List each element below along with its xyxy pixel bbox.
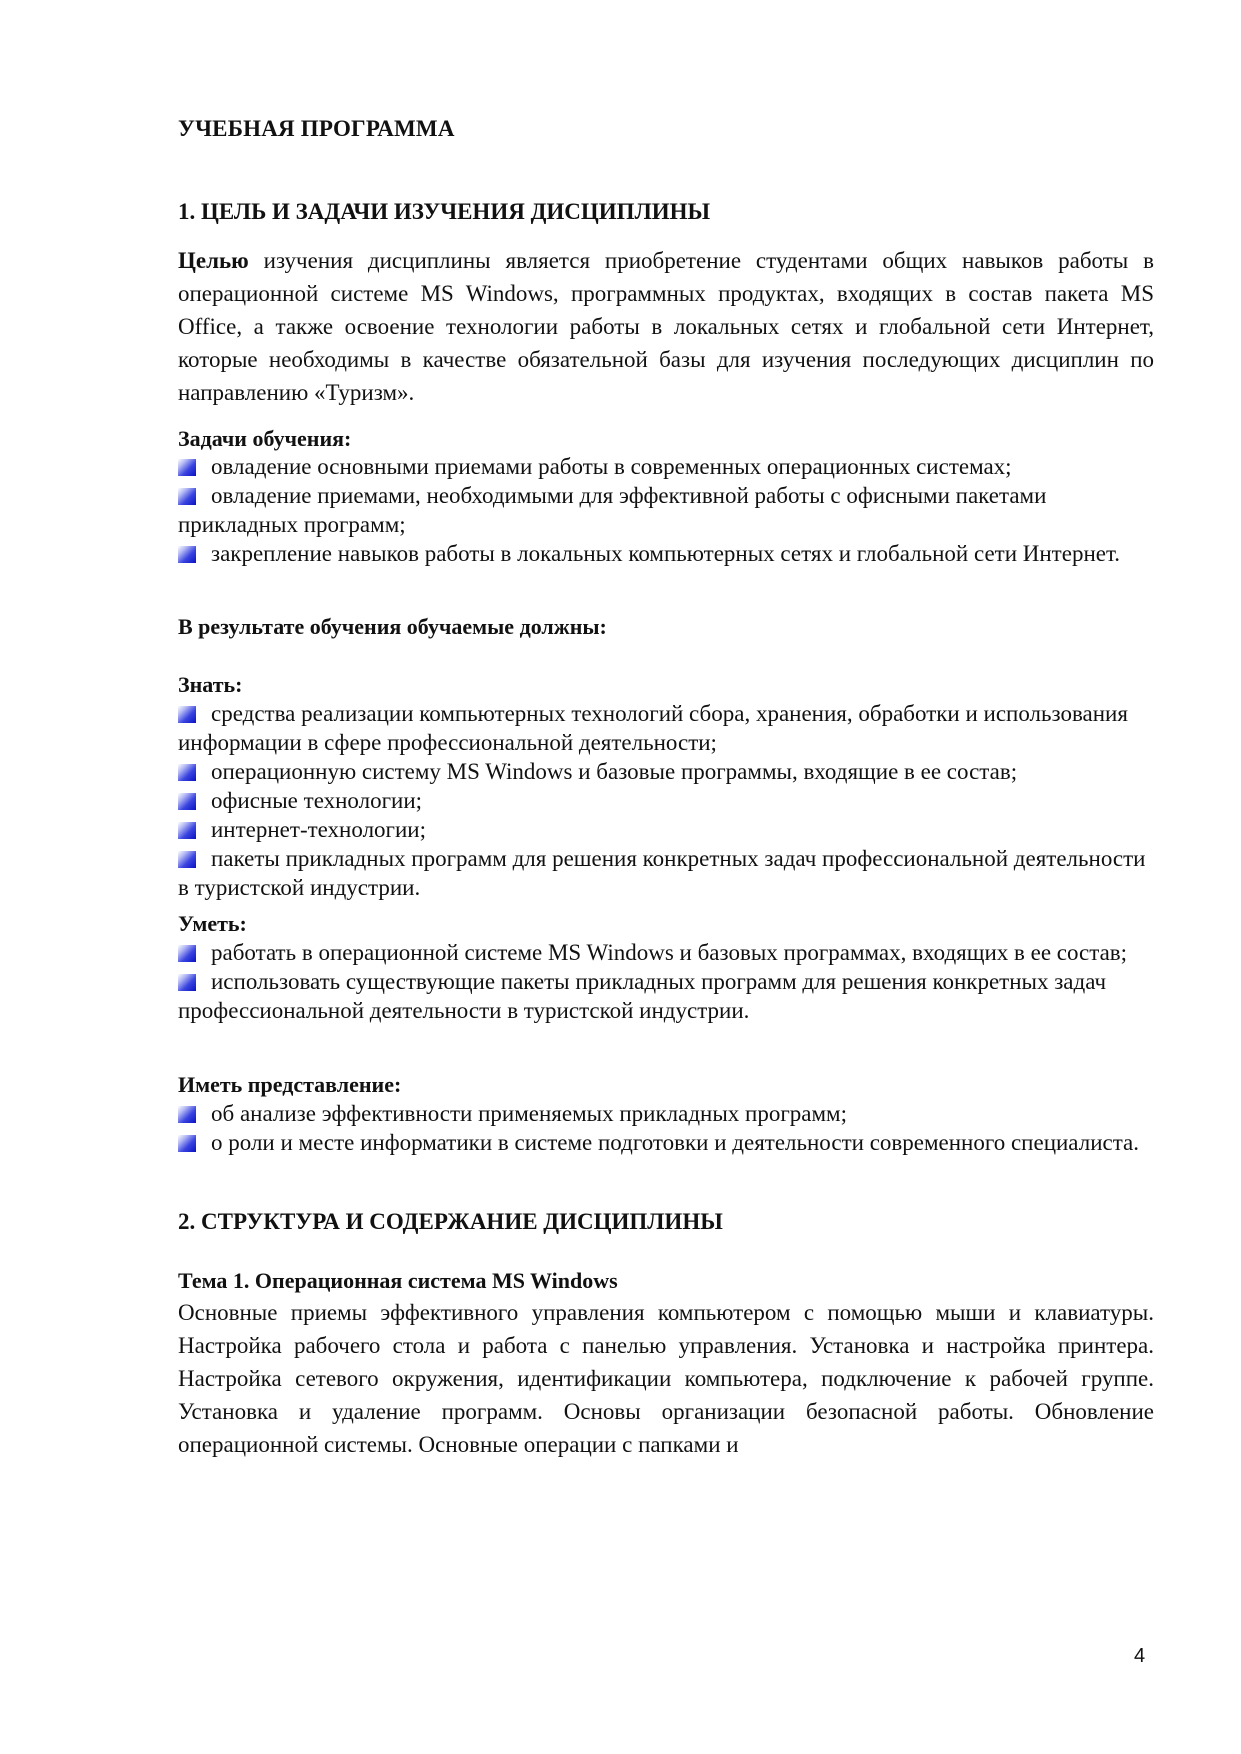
document-title: УЧЕБНАЯ ПРОГРАММА: [178, 116, 455, 141]
square-bullet-icon: [178, 851, 196, 868]
tasks-list: [178, 452, 1154, 568]
square-bullet-icon: [178, 1135, 196, 1152]
list-item: овладение основными приемами работы в современных операционных системах;: [178, 452, 1154, 481]
topic-1-heading: Тема 1. Операционная система MS Windows: [178, 1268, 618, 1293]
list-item: пакеты прикладных программ для решения конкретных задач профессиональной деятельности в туристской индустрии.: [178, 846, 1146, 900]
square-bullet-icon: [178, 945, 196, 962]
tasks-heading: Задачи обучения:: [178, 426, 352, 451]
list-item: офисные технологии;: [178, 786, 1154, 815]
list-item: закрепление навыков работы в локальных компьютерных сетях и глобальной сети Интернет.: [178, 539, 1154, 568]
result-heading: В результате обучения обучаемые должны:: [178, 614, 607, 639]
can-heading: Уметь:: [178, 911, 247, 936]
square-bullet-icon: [178, 793, 196, 810]
can-list: [178, 938, 1154, 1025]
list-item: о роли и месте информатики в системе подготовки и деятельности современного специалиста.: [178, 1128, 1154, 1157]
square-bullet-icon: [178, 974, 196, 991]
square-bullet-icon: [178, 706, 196, 723]
square-bullet-icon: [178, 1106, 196, 1123]
section-2-heading: 2. СТРУКТУРА И СОДЕРЖАНИЕ ДИСЦИПЛИНЫ: [178, 1209, 723, 1234]
topic-1-paragraph: Основные приемы эффективного управления компьютером с помощью мыши и клавиатуры. Настройка рабочего стола и работа с панелью управления. Установка и настройка принтера. Настройка сетевого окружения, идентификации компьютера, подключение к рабочей группе. Установка и удаление программ. Основы организации безопасной работы. Обновление операционной системы. Основные операции с папками и: [178, 1300, 1154, 1457]
list-item: операционную систему MS Windows и базовые программы, входящие в ее состав;: [178, 757, 1154, 786]
know-heading: Знать:: [178, 672, 243, 697]
list-item: средства реализации компьютерных технологий сбора, хранения, обработки и использования информации в сфере профессиональной деятельности;: [178, 701, 1128, 755]
square-bullet-icon: [178, 822, 196, 839]
goal-text: изучения дисциплины является приобретение студентами общих навыков работы в операционной системе MS Windows, программных продуктах, входящих в состав пакета MS Office, а также освоение технологии работы в локальных сетях и глобальной сети Интернет, которые необходимы в качестве обязательной базы для изучения последующих дисциплин по направлению «Туризм».: [178, 248, 1154, 405]
square-bullet-icon: [178, 546, 196, 563]
square-bullet-icon: [178, 764, 196, 781]
list-item: работать в операционной системе MS Windows и базовых программах, входящих в ее состав;: [178, 938, 1154, 967]
square-bullet-icon: [178, 459, 196, 476]
square-bullet-icon: [178, 488, 196, 505]
list-item: интернет-технологии;: [178, 815, 1154, 844]
goal-label: Целью: [178, 248, 249, 273]
know-list: [178, 699, 1154, 902]
list-item: об анализе эффективности применяемых прикладных программ;: [178, 1099, 1154, 1128]
list-item: овладение приемами, необходимыми для эффективной работы с офисными пакетами прикладных программ;: [178, 483, 1047, 537]
page-number: 4: [1134, 1645, 1146, 1667]
idea-heading: Иметь представление:: [178, 1072, 402, 1097]
section-1-heading: 1. ЦЕЛЬ И ЗАДАЧИ ИЗУЧЕНИЯ ДИСЦИПЛИНЫ: [178, 199, 711, 224]
idea-list: [178, 1099, 1154, 1157]
list-item: использовать существующие пакеты прикладных программ для решения конкретных задач профессиональной деятельности в туристской индустрии.: [178, 969, 1107, 1023]
goal-paragraph: [178, 244, 1154, 409]
